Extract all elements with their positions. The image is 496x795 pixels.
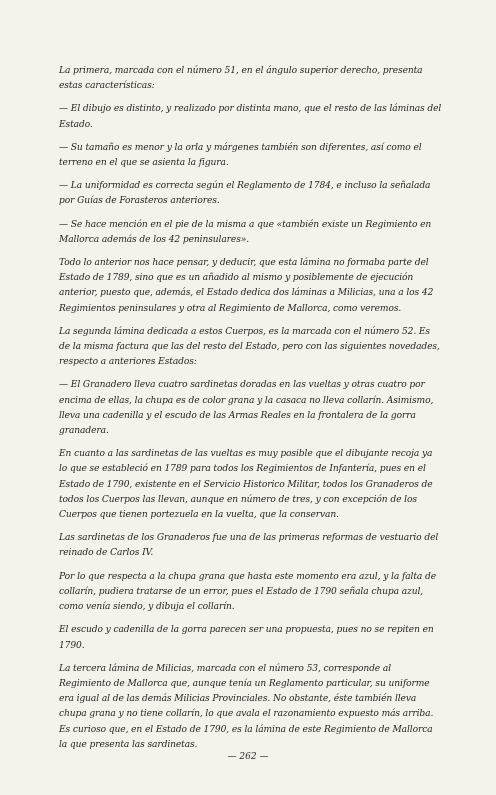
paragraph: — Su tamaño es menor y la orla y márgenes también son diferentes, así como el terreno en el que se asienta la figura. [59,142,422,169]
paragraph: — El Granadero lleva cuatro sardinetas doradas en las vueltas y otras cuatro por encima de ellas, la chupa es de color grana y la casaca no lleva collarín. Asimismo, lleva una cadenilla y el escudo de las Armas Reales en la frontalera de la gorra granadera. [59,380,434,437]
paragraph: En cuanto a las sardinetas de las vueltas es muy posible que el dibujante recoja ya lo que se estableció en 1789 para todos los Regimientos de Infantería, pues en el Estado de 1790, existente en el Servicio Historico Militar, todos los Granaderos de todos los Cuerpos las llevan, aunque en número de tres, y con excepción de los Cuerpos que tienen portezuela en la vuelta, que la conservan. [59,449,433,521]
paragraph: La tercera lámina de Milicias, marcada con el número 53, corresponde al Regimiento de Mallorca que, aunque tenía un Reglamento particular, su uniforme era igual al de las demás Milicias Provinciales. No obstante, éste también lleva chupa grana y no tiene collarín, lo que avala el razonamiento expuesto más arriba. Es curioso que, en el Estado de 1790, es la lámina de este Regimiento de Mallorca la que presenta las sardinetas. [59,663,434,750]
paragraph: Las sardinetas de los Granaderos fue una de las primeras reformas de vestuario del reinado de Carlos IV. [59,533,439,559]
paragraph: El escudo y cadenilla de la gorra parecen ser una propuesta, pues no se repiten en 1790. [59,625,434,651]
paragraph: Todo lo anterior nos hace pensar, y deducir, que esta lámina no formaba parte del Estado de 1789, sino que es un añadido al mismo y posiblemente de ejecución anterior, puesto que, además, el Estado dedica dos láminas a Milicias, una a los 42 Regimientos peninsulares y otra al Regimiento de Mallorca, como veremos. [59,258,434,314]
paragraph: La primera, marcada con el número 51, en el ángulo superior derecho, presenta estas características: [59,66,423,92]
paragraph: — El dibujo es distinto, y realizado por distinta mano, que el resto de las láminas del Estado. [59,104,442,130]
body-text [59,64,443,761]
paragraph: Por lo que respecta a la chupa grana que hasta este momento era azul, y la falta de collarín, pudiera tratarse de un error, pues el Estado de 1790 señala chupa azul, como venía siendo, y dibuja el collarín. [59,571,437,613]
paragraph: La segunda lámina dedicada a estos Cuerpos, es la marcada con el número 52. Es de la misma factura que las del resto del Estado, pero con las siguientes novedades, respecto a anteriores Estados: [59,326,440,368]
paragraph: — La uniformidad es correcta según el Reglamento de 1784, e incluso la señalada por Guías de Forasteros anteriores. [59,181,431,207]
page-number: — 262 — [227,752,269,762]
paragraph: — Se hace mención en el pie de la misma a que «también existe un Regimiento en Mallorca además de los 42 peninsulares». [59,219,432,245]
